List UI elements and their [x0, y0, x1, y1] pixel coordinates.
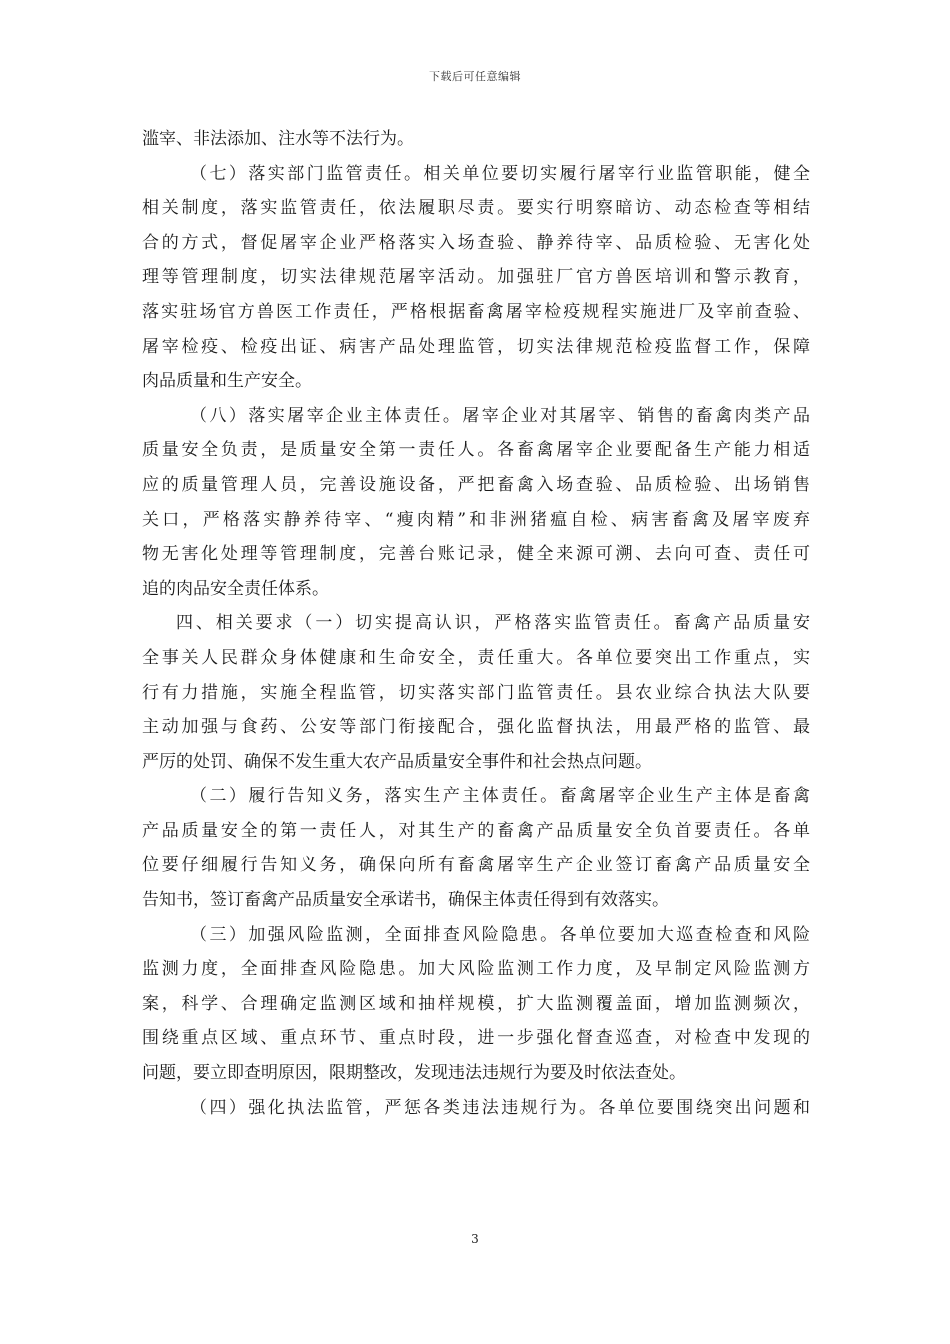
- text-line: 肉品质量和生产安全。: [142, 371, 312, 392]
- text-line: 应的质量管理人员，完善设施设备，严把畜禽入场查验、品质检验、出场销售: [142, 474, 810, 495]
- text-line: 产品质量安全的第一责任人，对其生产的畜禽产品质量安全负首要责任。各单: [142, 820, 810, 841]
- text-line: 追的肉品安全责任体系。: [142, 578, 329, 599]
- text-line: 全事关人民群众身体健康和生命安全，责任重大。各单位要突出工作重点，实: [142, 647, 810, 668]
- text-line: 落实驻场官方兽医工作责任，严格根据畜禽屠宰检疫规程实施进厂及宰前查验、: [142, 301, 810, 322]
- text-line: （二）履行告知义务，落实生产主体责任。畜禽屠宰企业生产主体是畜禽: [190, 786, 810, 807]
- text-line: 质量安全负责，是质量安全第一责任人。各畜禽屠宰企业要配备生产能力相适: [142, 440, 810, 461]
- text-line: 位要仔细履行告知义务，确保向所有畜禽屠宰生产企业签订畜禽产品质量安全: [142, 855, 810, 876]
- text-line: 严厉的处罚、确保不发生重大农产品质量安全事件和社会热点问题。: [142, 751, 652, 772]
- text-line: 相关制度，落实监管责任，依法履职尽责。要实行明察暗访、动态检查等相结: [142, 198, 810, 219]
- page-header: 下载后可任意编辑: [429, 70, 521, 83]
- text-line: 滥宰、非法添加、注水等不法行为。: [142, 129, 414, 149]
- text-line: （七）落实部门监管责任。相关单位要切实履行屠宰行业监管职能，健全: [190, 163, 810, 184]
- text-line: （四）强化执法监管，严惩各类违法违规行为。各单位要围绕突出问题和: [190, 1097, 810, 1118]
- text-line: 关口，严格落实静养待宰、“瘦肉精”和非洲猪瘟自检、病害畜禽及屠宰废弃: [142, 509, 810, 530]
- text-line: 案，科学、合理确定监测区域和抽样规模，扩大监测覆盖面，增加监测频次，: [142, 993, 810, 1014]
- text-line: 理等管理制度，切实法律规范屠宰活动。加强驻厂官方兽医培训和警示教育，: [142, 267, 810, 288]
- text-line: 行有力措施，实施全程监管，切实落实部门监管责任。县农业综合执法大队要: [142, 682, 810, 703]
- text-line: 问题，要立即查明原因，限期整改，发现违法违规行为要及时依法查处。: [142, 1063, 686, 1084]
- text-line: 合的方式，督促屠宰企业严格落实入场查验、静养待宰、品质检验、无害化处: [142, 232, 810, 253]
- text-line: 监测力度，全面排查风险隐患。加大风险监测工作力度，及早制定风险监测方: [142, 959, 810, 980]
- text-line: 物无害化处理等管理制度，完善台账记录，健全来源可溯、去向可查、责任可: [142, 544, 810, 565]
- page-number: 3: [471, 1232, 479, 1246]
- text-line: 四、相关要求（一）切实提高认识，严格落实监管责任。畜禽产品质量安: [176, 613, 810, 634]
- text-line: （八）落实屠宰企业主体责任。屠宰企业对其屠宰、销售的畜禽肉类产品: [190, 405, 810, 426]
- text-line: 围绕重点区域、重点环节、重点时段，进一步强化督查巡查，对检查中发现的: [142, 1028, 810, 1049]
- text-line: （三）加强风险监测，全面排查风险隐患。各单位要加大巡查检查和风险: [190, 924, 810, 945]
- document-body: [142, 122, 810, 1125]
- text-line: 屠宰检疫、检疫出证、病害产品处理监管，切实法律规范检疫监督工作，保障: [142, 336, 810, 357]
- text-line: 主动加强与食药、公安等部门衔接配合，强化监督执法，用最严格的监管、最: [142, 717, 810, 738]
- text-line: 告知书，签订畜禽产品质量安全承诺书，确保主体责任得到有效落实。: [142, 890, 669, 911]
